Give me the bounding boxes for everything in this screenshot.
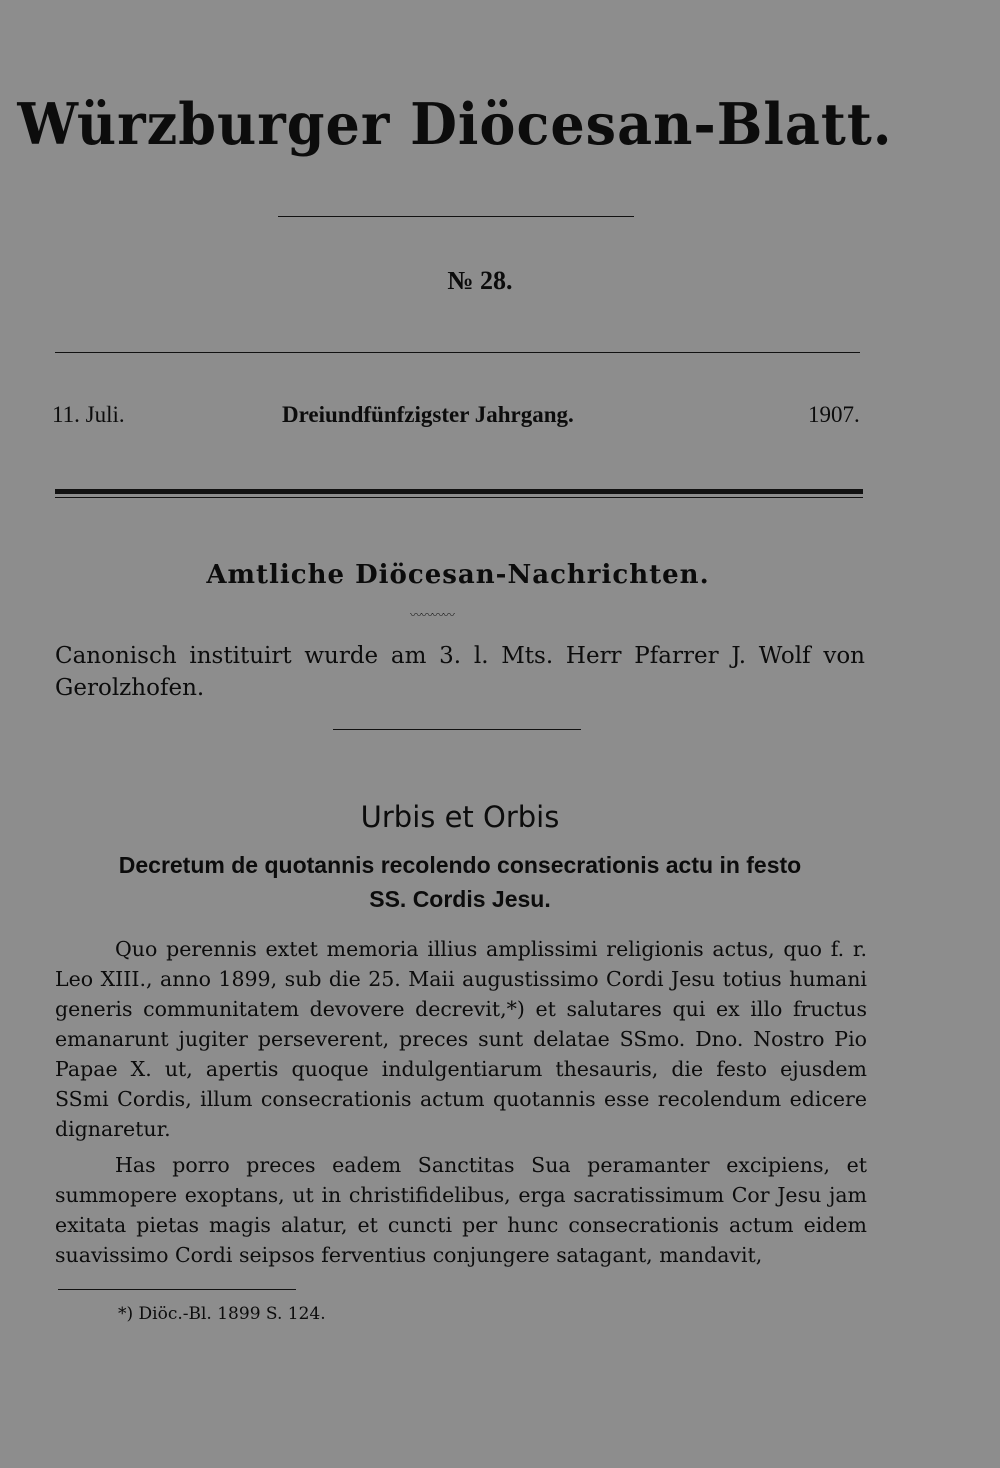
issue-year: 1907. <box>808 402 860 427</box>
divider <box>55 352 860 353</box>
issue-number: № 28. <box>447 266 513 295</box>
divider <box>278 216 634 217</box>
decree-title: Urbis et Orbis <box>360 800 560 834</box>
decree-body <box>55 934 867 1276</box>
decree-subtitle: Decretum de quotannis recolendo consecrationis actu in festo SS. Cordis Jesu. <box>118 852 802 912</box>
footnote-rule <box>58 1289 296 1290</box>
notice-paragraph: Canonisch instituirt wurde am 3. l. Mts. Herr Pfarrer J. Wolf von Gerolzhofen. <box>55 643 865 701</box>
body-paragraph: Has porro preces eadem Sanctitas Sua peramanter excipiens, et summopere exoptans, ut in christifidelibus, erga sacratissimum Cor Jesu jam exitata pietas magis alatur, et cuncti per hunc consecrationis actum eidem suavissimo Cordi seipsos ferventius conjungere satagant, mandavit, <box>55 1153 867 1267</box>
masthead-title: Würzburger Diöcesan-Blatt. <box>17 90 893 158</box>
divider <box>333 729 581 730</box>
double-rule <box>55 497 863 498</box>
volume-label: Dreiundfünfzigster Jahrgang. <box>282 402 574 427</box>
body-paragraph: Quo perennis extet memoria illius amplissimi religionis actus, quo f. r. Leo XIII., anno 1899, sub die 25. Maii augustissimo Cordi Jesu totius humani generis communitatem devovere decrevit,*) et salutares qui ex illo fructus emanarunt jugiter perseverent, preces sunt delatae SSmo. Dno. Nostro Pio Papae X. ut, apertis quoque indulgentiarum thesauris, die festo ejusdem SSmi Cordis, illum consecrationis actum quotannis esse recolendum edicere dignaretur. <box>55 937 867 1141</box>
footnote: *) Diöc.-Bl. 1899 S. 124. <box>118 1304 326 1324</box>
issue-date: 11. Juli. <box>52 402 125 427</box>
double-rule <box>55 489 863 494</box>
section-heading: Amtliche Diöcesan-Nachrichten. <box>206 560 710 590</box>
ornament: 〰〰〰〰 <box>410 608 455 622</box>
